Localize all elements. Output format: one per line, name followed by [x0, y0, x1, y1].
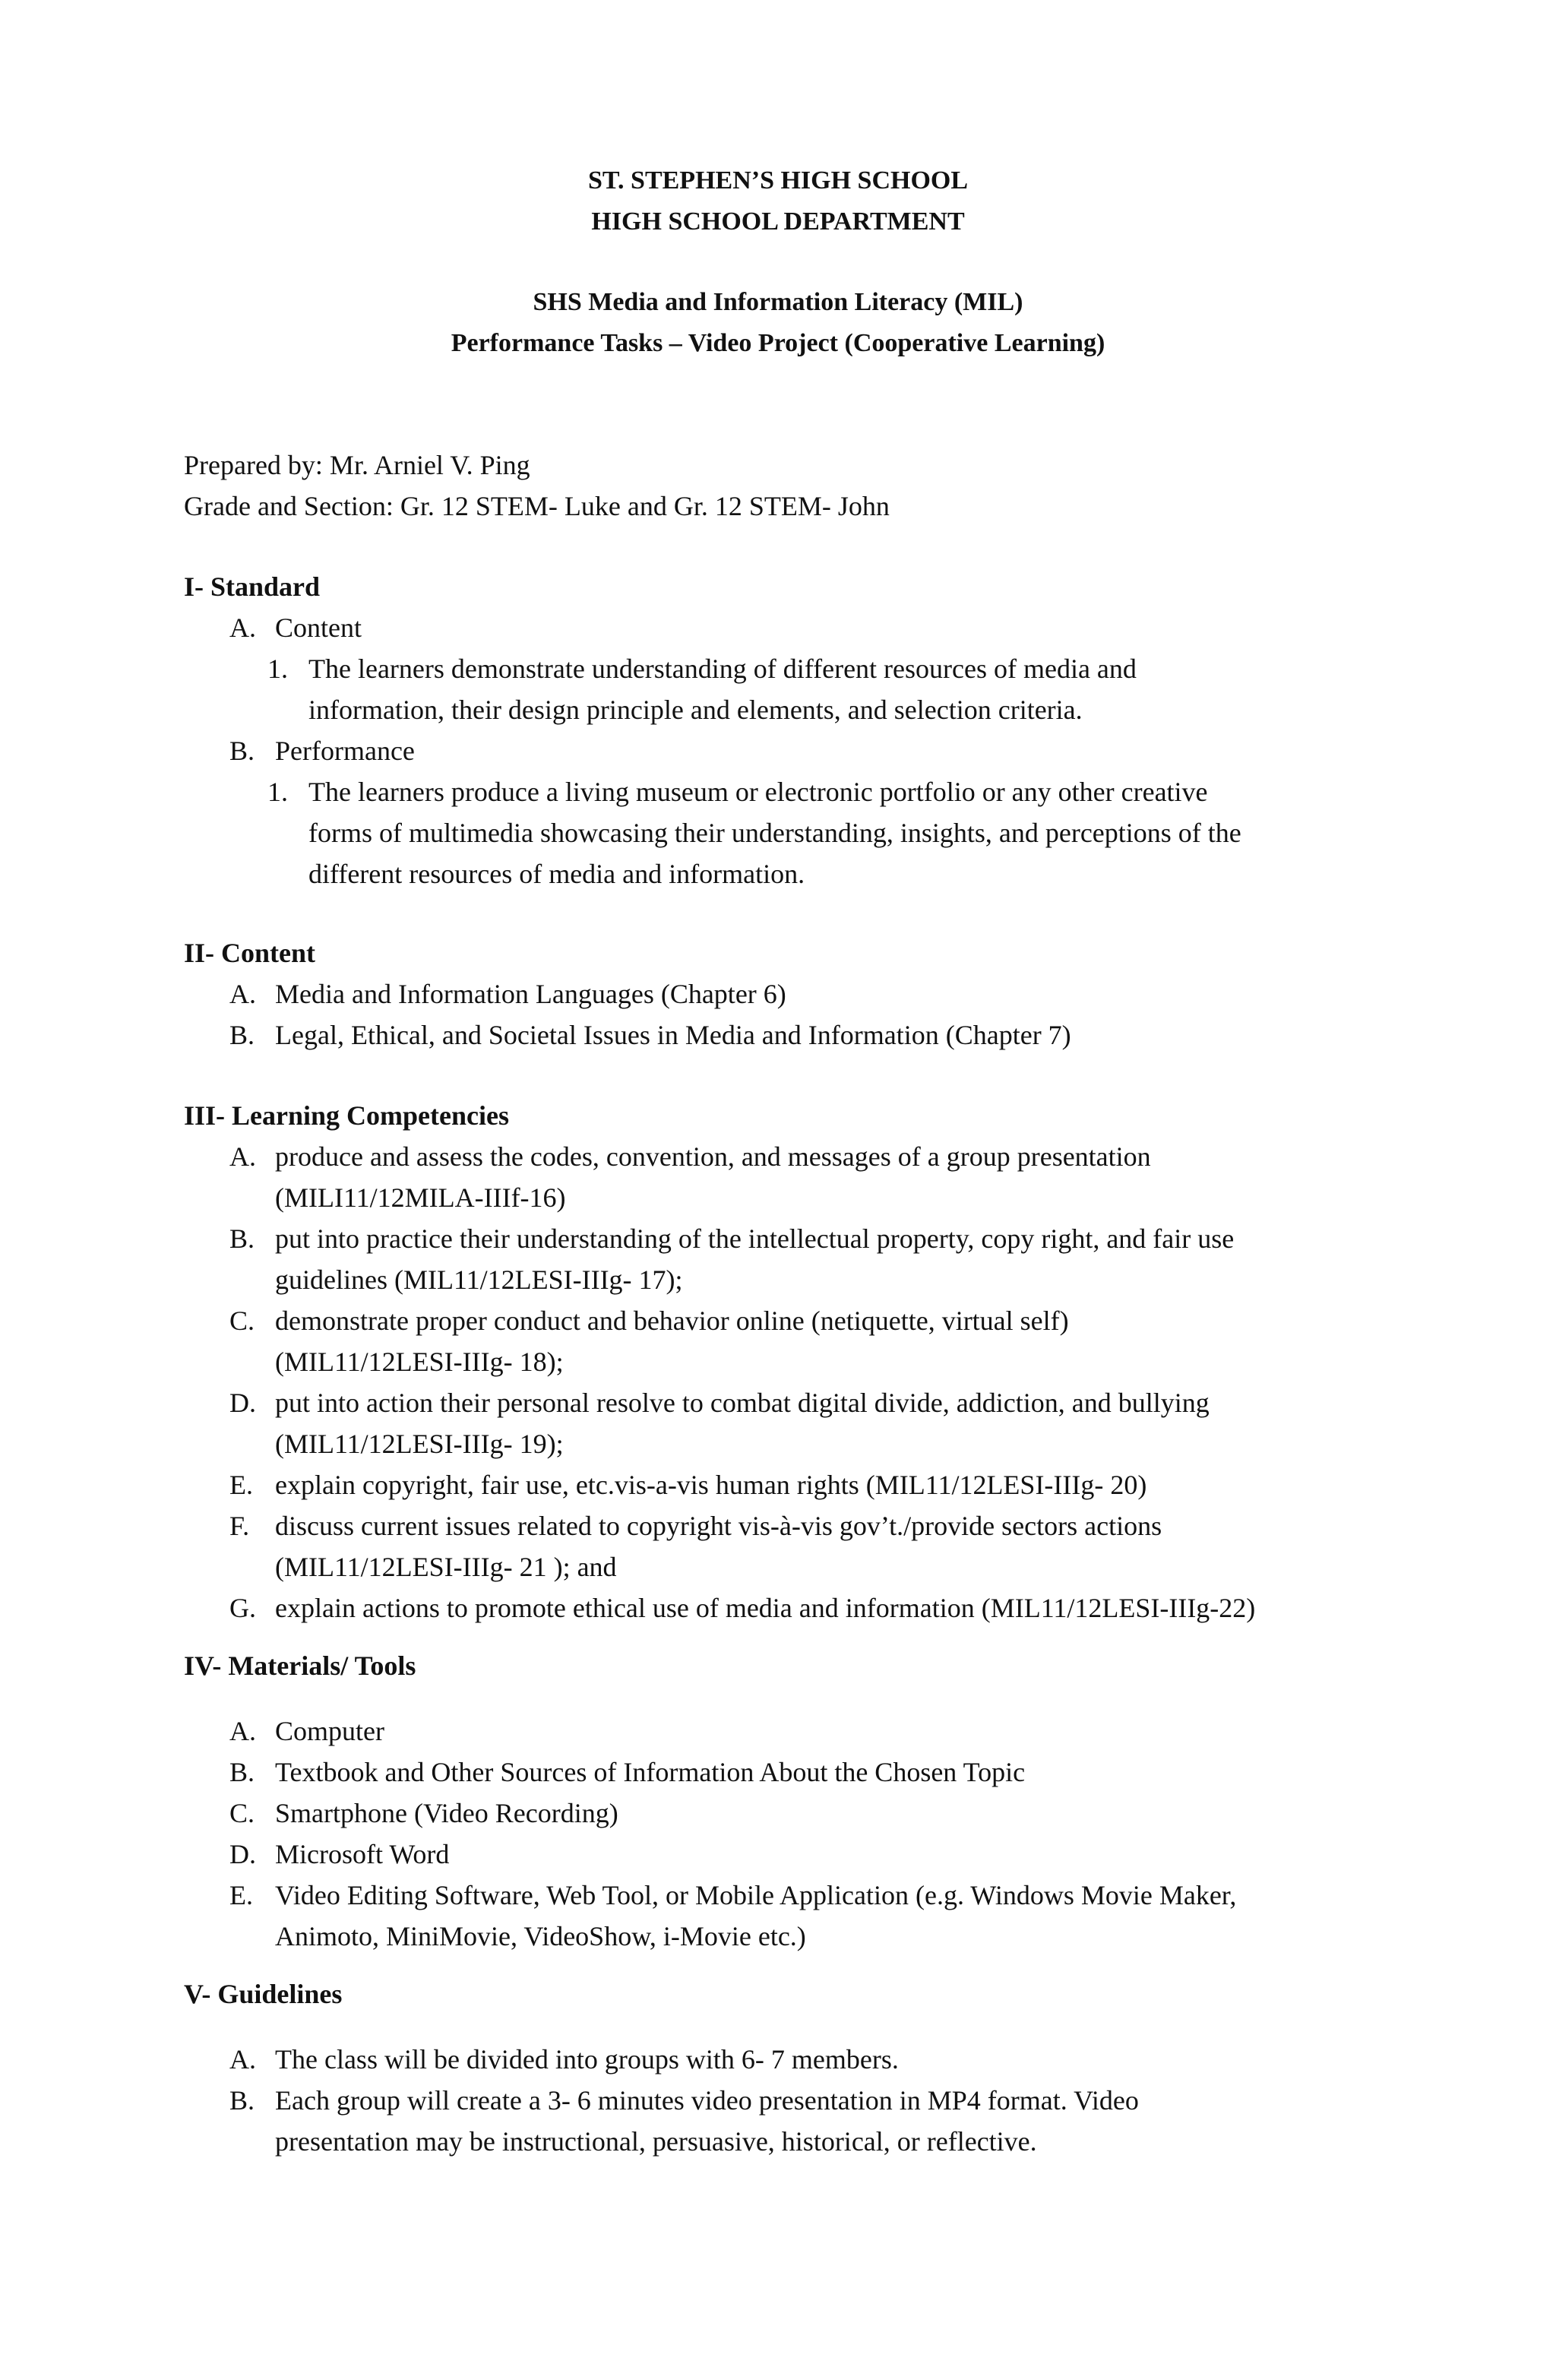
competency-f-label: F.	[229, 1511, 250, 1541]
standard-a-text: Content	[275, 612, 362, 643]
standard-b-text: Performance	[275, 736, 415, 766]
guidelines-b-line2: presentation may be instructional, persuasive, historical, or reflective.	[275, 2126, 1037, 2157]
materials-e-line1: Video Editing Software, Web Tool, or Mobile Application (e.g. Windows Movie Maker,	[275, 1880, 1237, 1910]
standard-b1-line3: different resources of media and information.	[308, 859, 805, 889]
standard-b1-label: 1.	[267, 777, 288, 807]
section-guidelines-heading: V- Guidelines	[184, 1979, 343, 2009]
competency-b-label: B.	[229, 1223, 255, 1254]
materials-c-label: C.	[229, 1798, 255, 1828]
grade-section: Grade and Section: Gr. 12 STEM- Luke and Gr. 12 STEM- John	[184, 491, 890, 521]
competency-b-line1: put into practice their understanding of the intellectual property, copy right, and fair use	[275, 1223, 1235, 1254]
section-competencies-heading: III- Learning Competencies	[184, 1100, 509, 1131]
materials-c-text: Smartphone (Video Recording)	[275, 1798, 618, 1828]
competency-a-line2: (MILI11/12MILA-IIIf-16)	[275, 1182, 566, 1213]
materials-e-line2: Animoto, MiniMovie, VideoShow, i-Movie etc.)	[275, 1921, 806, 1951]
section-standard-heading: I- Standard	[184, 571, 321, 602]
materials-a-label: A.	[229, 1716, 256, 1746]
subject-title: SHS Media and Information Literacy (MIL)	[533, 288, 1023, 316]
standard-a1-label: 1.	[267, 654, 288, 684]
task-title: Performance Tasks – Video Project (Cooperative Learning)	[451, 329, 1105, 357]
competency-c-label: C.	[229, 1306, 255, 1336]
materials-d-text: Microsoft Word	[275, 1839, 450, 1869]
content-a-label: A.	[229, 979, 256, 1009]
competency-g-line1: explain actions to promote ethical use of media and information (MIL11/12LESI-IIIg-22)	[275, 1593, 1256, 1623]
materials-a-text: Computer	[275, 1716, 384, 1746]
competency-c-line1: demonstrate proper conduct and behavior online (netiquette, virtual self)	[275, 1306, 1069, 1336]
competency-c-line2: (MIL11/12LESI-IIIg- 18);	[275, 1347, 564, 1377]
materials-b-text: Textbook and Other Sources of Information About the Chosen Topic	[275, 1757, 1026, 1787]
content-b-text: Legal, Ethical, and Societal Issues in Media and Information (Chapter 7)	[275, 1020, 1071, 1050]
section-materials-heading: IV- Materials/ Tools	[184, 1650, 416, 1681]
school-name: ST. STEPHEN’S HIGH SCHOOL	[587, 166, 969, 195]
standard-a1-line2: information, their design principle and elements, and selection criteria.	[308, 695, 1083, 725]
materials-d-label: D.	[229, 1839, 256, 1869]
standard-a-label: A.	[229, 612, 256, 643]
guidelines-b-label: B.	[229, 2085, 255, 2116]
prepared-by: Prepared by: Mr. Arniel V. Ping	[184, 450, 530, 480]
competency-d-label: D.	[229, 1388, 256, 1418]
competency-b-line2: guidelines (MIL11/12LESI-IIIg- 17);	[275, 1264, 683, 1295]
competency-g-label: G.	[229, 1593, 256, 1623]
competency-e-line1: explain copyright, fair use, etc.vis-a-vis human rights (MIL11/12LESI-IIIg- 20)	[275, 1470, 1147, 1500]
content-a-text: Media and Information Languages (Chapter 6)	[275, 979, 786, 1009]
competency-e-label: E.	[229, 1470, 253, 1500]
standard-b1-line1: The learners produce a living museum or electronic portfolio or any other creative	[308, 777, 1208, 807]
department-name: HIGH SCHOOL DEPARTMENT	[591, 207, 965, 236]
guidelines-a-label: A.	[229, 2044, 256, 2075]
section-content-heading: II- Content	[184, 938, 316, 968]
competency-d-line2: (MIL11/12LESI-IIIg- 19);	[275, 1429, 564, 1459]
standard-b1-line2: forms of multimedia showcasing their understanding, insights, and perceptions of the	[308, 818, 1241, 848]
materials-b-label: B.	[229, 1757, 255, 1787]
competency-f-line2: (MIL11/12LESI-IIIg- 21 ); and	[275, 1552, 617, 1582]
competency-a-line1: produce and assess the codes, convention, and messages of a group presentation	[275, 1141, 1151, 1172]
materials-e-label: E.	[229, 1880, 253, 1910]
competency-f-line1: discuss current issues related to copyright vis-à-vis gov’t./provide sectors actions	[275, 1511, 1162, 1541]
guidelines-b-line1: Each group will create a 3- 6 minutes video presentation in MP4 format. Video	[275, 2085, 1139, 2116]
standard-a1-line1: The learners demonstrate understanding of different resources of media and	[308, 654, 1137, 684]
standard-b-label: B.	[229, 736, 255, 766]
competency-a-label: A.	[229, 1141, 256, 1172]
competency-d-line1: put into action their personal resolve to combat digital divide, addiction, and bullying	[275, 1388, 1210, 1418]
content-b-label: B.	[229, 1020, 255, 1050]
guidelines-a-text: The class will be divided into groups with 6- 7 members.	[275, 2044, 899, 2075]
